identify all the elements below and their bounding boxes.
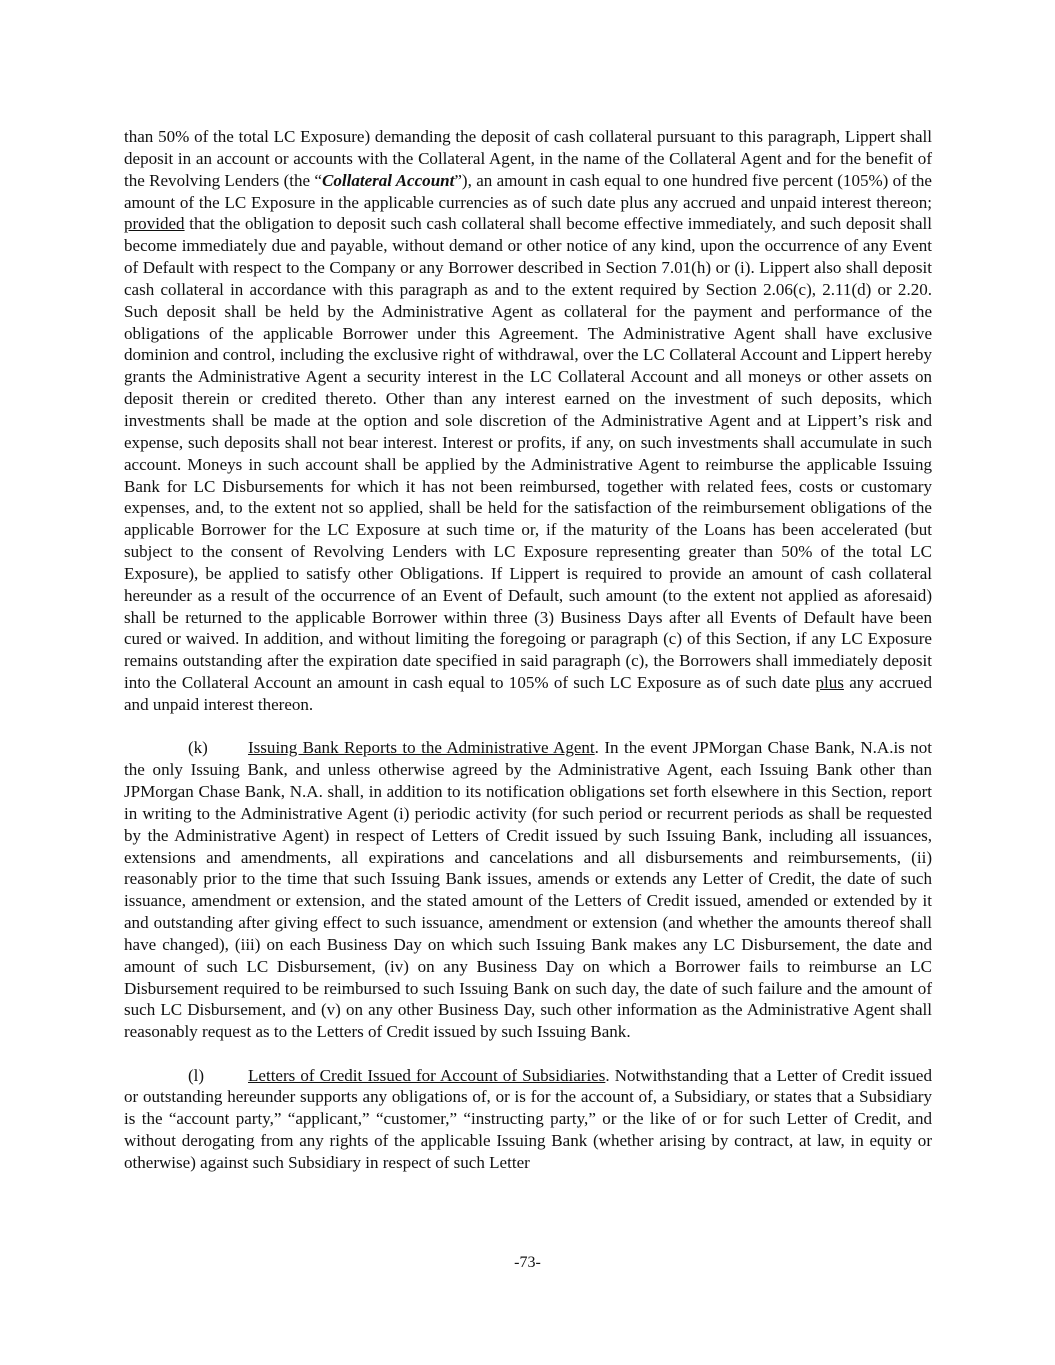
- paragraph-text: than 50% of the total LC Exposure) demanding the deposit of cash collateral pursuant to this paragraph, Lippert shall deposit in an account or accounts with the Collateral Agent, in the name of the Collateral Agent and for the benefit of the Revolving Lenders (the “: [124, 127, 932, 190]
- paragraph-k: [124, 737, 932, 1043]
- paragraph-text: that the obligation to deposit such cash collateral shall become effective immediately, and such deposit shall become immediately due and payable, without demand or other notice of any kind, upon the occurrence of any Event of Default with respect to the Company or any Borrower described in Section 7.01(h) or (i). Lippert also shall deposit cash collateral in accordance with this paragraph as and to the extent required by Section 2.06(c), 2.11(d) or 2.20. Such deposit shall be held by the Administrative Agent as collateral for the payment and performance of the obligations of the applicable Borrower under this Agreement. The Administrative Agent shall have exclusive dominion and control, including the exclusive right of withdrawal, over the LC Collateral Account and Lippert hereby grants the Administrative Agent a security interest in the LC Collateral Account and all moneys or other assets on deposit therein or credited thereto. Other than any interest earned on the investment of such deposits, which investments shall be made at the option and sole discretion of the Administrative Agent and at Lippert’s risk and expense, such deposits shall not bear interest. Interest or profits, if any, on such investments shall accumulate in such account. Moneys in such account shall be applied by the Administrative Agent to reimburse the applicable Issuing Bank for LC Disbursements for which it has not been reimbursed, together with related fees, costs or customary expenses, and, to the extent not so applied, shall be held for the satisfaction of the reimbursement obligations of the applicable Borrower for the LC Exposure at such time or, if the maturity of the Loans has been accelerated (but subject to the consent of Revolving Lenders with LC Exposure representing greater than 50% of the total LC Exposure), be applied to satisfy other Obligations. If Lippert is required to provide an amount of cash collateral hereunder as a result of the occurrence of an Event of Default, such amount (to the extent not applied as aforesaid) shall be returned to the applicable Borrower within three (3) Business Days after all Events of Default have been cured or waived. In addition, and without limiting the foregoing or paragraph (c) of this Section, if any LC Exposure remains outstanding after the expiration date specified in said paragraph (c), the Borrowers shall immediately deposit into the Collateral Account an amount in cash equal to 105% of such LC Exposure as of such date: [124, 214, 932, 693]
- paragraph-label: (k): [188, 738, 208, 758]
- plus-term: plus: [815, 673, 844, 693]
- paragraph-text: ”), an amount in cash equal to one hundred five percent (105%) of the amount of the LC Exposure in the applicable currencies as of such date plus any accrued and unpaid interest thereon;: [124, 170, 932, 212]
- defined-term-collateral-account: Collateral Account: [321, 170, 455, 190]
- paragraph-label: (l): [188, 1065, 205, 1085]
- provided-term: provided: [124, 214, 185, 234]
- paragraph-text: . In the event JPMorgan Chase Bank, N.A.is not the only Issuing Bank, and unless otherwise agreed by the Administrative Agent, each Issuing Bank other than JPMorgan Chase Bank, N.A. shall, in addition to its notification obligations set forth elsewhere in this Section, report in writing to the Administrative Agent (i) periodic activity (for such period or recurrent periods as shall be requested by the Administrative Agent) in respect of Letters of Credit issued by such Issuing Bank, including all issuances, extensions and amendments, all expirations and cancelations and all disbursements and reimbursements, (ii) reasonably prior to the time that such Issuing Bank issues, amends or extends any Letter of Credit, the date of such issuance, amendment or extension, and the stated amount of the Letters of Credit issued, amended or extended by it and outstanding after giving effect to such issuance, amendment or extension (and whether the amounts thereof shall have changed), (iii) on each Business Day on which such Issuing Bank makes any LC Disbursement, the date and amount of such LC Disbursement, (iv) on any Business Day on which a Borrower fails to reimburse an LC Disbursement required to be reimbursed to such Issuing Bank on such day, the date of such failure and the amount of such LC Disbursement, and (v) on any other Business Day, such other information as the Administrative Agent shall reasonably request as to the Letters of Credit issued by such Issuing Bank.: [124, 738, 932, 1042]
- section-heading: Issuing Bank Reports to the Administrative Agent: [248, 738, 595, 758]
- paragraph-text: . Notwithstanding that a Letter of Credit issued or outstanding hereunder supports any obligations of, or is for the account of, a Subsidiary, or states that a Subsidiary is the “account party,” “applicant,” “customer,” “instructing party,” or the like of or for such Letter of Credit, and without derogating from any rights of the applicable Issuing Bank (whether arising by contract, at law, in equity or otherwise) against such Subsidiary in respect of such Letter: [124, 1065, 932, 1172]
- paragraph-text: any accrued and unpaid interest thereon.: [124, 673, 933, 714]
- document-page: [124, 126, 932, 1174]
- page-number: -73-: [514, 1254, 541, 1271]
- section-heading: Letters of Credit Issued for Account of Subsidiaries: [248, 1065, 606, 1085]
- paragraph-j-continuation: [124, 126, 932, 716]
- paragraph-l: [124, 1065, 932, 1174]
